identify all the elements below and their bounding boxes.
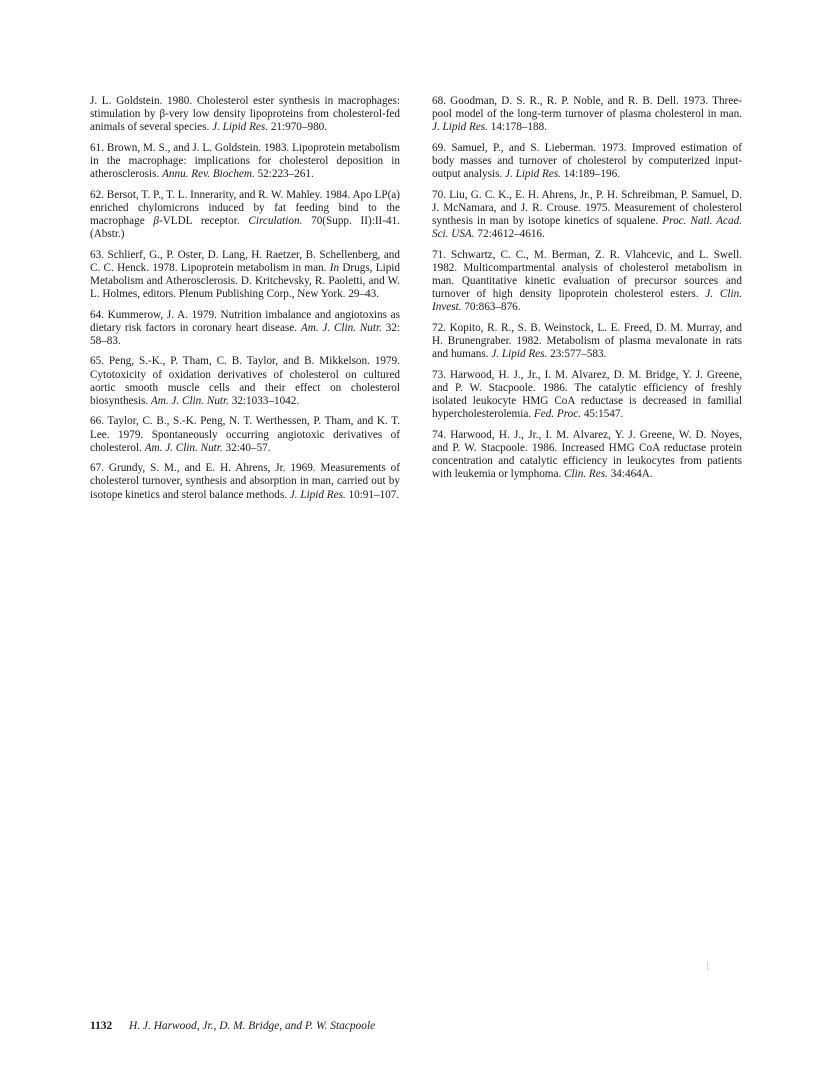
reference-entry [90, 309, 400, 349]
reference-text: 72. Kopito, R. R., S. B. Weinstock, L. E. Freed, D. M. Murray, and H. Brunengraber. 1982. Metabolism of plasma mevalonate in rats and humans. [432, 321, 742, 361]
journal-title: J. Clin. Invest. [432, 288, 742, 314]
reference-entry [432, 322, 742, 362]
reference-text: 14:178–188. [487, 121, 547, 134]
reference-entry [90, 249, 400, 302]
reference-entry [90, 189, 400, 242]
reference-text: 21:970–980. [268, 121, 328, 134]
journal-title: Am. J. Clin. Nutr. [150, 395, 229, 407]
journal-title: Circulation. [248, 215, 303, 227]
reference-text: 71. Schwartz, C. C., M. Berman, Z. R. Vlahcevic, and L. Swell. 1982. Multicompartmental analysis of cholesterol metabolism in man. Quantitative kinetic evaluation of precursor sources and turnover of high density lipoprotein cholesterol esters. [432, 248, 742, 301]
reference-entry [90, 95, 400, 135]
reference-entry [90, 415, 400, 455]
reference-text: 32:40–57. [222, 441, 271, 454]
journal-title: J. Lipid Res. [432, 121, 488, 134]
reference-entry [432, 369, 742, 422]
journal-title: J. Lipid Res. [505, 168, 561, 181]
reference-text: 45:1547. [581, 408, 624, 421]
reference-entry [90, 142, 400, 182]
page-footer [90, 1020, 375, 1032]
left-reference-column [90, 95, 400, 509]
reference-entry [432, 189, 742, 242]
reference-text: β [159, 108, 166, 121]
reference-text: 61. Brown, M. S., and J. L. Goldstein. 1983. Lipoprotein metabolism in the macrophage: implications for cholesterol deposition in atherosclerosis. [90, 141, 400, 181]
reference-text: 14:189–196. [560, 168, 621, 181]
reference-text: 70(Supp. II):II-41. (Abstr.) [90, 215, 400, 241]
journal-title: Annu. Rev. Biochem. [162, 168, 255, 181]
reference-entry [90, 355, 400, 408]
journal-title: Fed. Proc. [533, 408, 582, 421]
journal-title: J. Lipid Res. [491, 348, 548, 361]
scan-mark [707, 962, 708, 970]
journal-title: Am. J. Clin. Nutr. [144, 441, 223, 454]
reference-text: 32:1033–1042. [228, 395, 300, 407]
reference-text: 73. Harwood, H. J., Jr., I. M. Alvarez, D. M. Bridge, Y. J. Greene, and P. W. Stacpoole. 1986. The catalytic efficiency of freshly isolated leukocyte HMG CoA reductase is decreased in familial hypercholesterolemia. [432, 368, 742, 421]
reference-text: 68. Goodman, D. S. R., R. P. Noble, and R. B. Dell. 1973. Three-pool model of the long-term turnover of plasma cholesterol in man. [432, 95, 742, 121]
reference-text: 63. Schlierf, G., P. Oster, D. Lang, H. Raetzer, B. Schellenberg, and C. C. Henck. 1978. Lipoprotein metabolism in man. [90, 248, 400, 274]
reference-entry [432, 142, 742, 182]
reference-text: 70. Liu, G. C. K., E. H. Ahrens, Jr., P. H. Schreibman, P. Samuel, D. J. McNamara, and J. R. Crouse. 1975. Measurement of cholesterol synthesis in man by isotope kinetics of squalene. [432, 188, 742, 227]
reference-text: 67. Grundy, S. M., and E. H. Ahrens, Jr. 1969. Measurements of cholesterol turnover, synthesis and absorption in man, carried out by isotope kinetics and sterol balance methods. [90, 462, 400, 501]
reference-text: 32: 58–83. [90, 321, 401, 347]
journal-title: Clin. Res. [564, 468, 608, 481]
reference-entry [432, 429, 742, 482]
right-reference-column [432, 95, 742, 489]
journal-title: β [153, 215, 159, 227]
reference-text: Drugs, Lipid Metabolism and Atherosclerosis. D. Kritchevsky, R. Paoletti, and W. L. Holmes, editors. Plenum Publishing Corp., New York. 29–43. [90, 261, 400, 301]
reference-text: 69. Samuel, P., and S. Lieberman. 1973. Improved estimation of body masses and turnover of cholesterol by computerized input-output analysis. [432, 141, 742, 181]
journal-title: Am. J. Clin. Nutr. [300, 321, 382, 334]
reference-text: 62. Bersot, T. P., T. L. Innerarity, and R. W. Mahley. 1984. Apo LP(a) enriched chylomicrons induced by fat feeding bind to the macrophage [90, 188, 400, 227]
journal-title: In [329, 261, 340, 274]
reference-text: 52:223–261. [254, 168, 314, 181]
reference-text: 23:577–583. [547, 348, 607, 361]
reference-text: -very low density lipoproteins from cholesterol-fed animals of several species. [90, 108, 400, 134]
reference-text: 72:4612–4616. [474, 228, 545, 241]
journal-title: J. Lipid Res. [212, 121, 269, 134]
reference-text: 74. Harwood, H. J., Jr., I. M. Alvarez, Y. J. Greene, W. D. Noyes, and P. W. Stacpoole. 1986. Increased HMG CoA reductase protein concentration and catalytic efficiency in leukocytes from patients with leukemia or lymphoma. [432, 428, 742, 481]
reference-text: J. L. Goldstein. 1980. Cholesterol ester synthesis in macrophages: stimulation by [90, 95, 400, 121]
journal-title: J. Lipid Res. [289, 488, 346, 501]
reference-text: 65. Peng, S.-K., P. Tham, C. B. Taylor, and B. Mikkelson. 1979. Cytotoxicity of oxidation derivatives of cholesterol on cultured aortic smooth muscle cells and their effect on cholesterol biosynthesis. [90, 355, 400, 407]
reference-text: 10:91–107. [345, 488, 400, 501]
reference-text: 70:863–876. [461, 301, 521, 314]
reference-text: -VLDL receptor. [158, 215, 249, 227]
reference-text: 34:464A. [607, 468, 653, 481]
page-number: 1132 [90, 1020, 113, 1032]
reference-text: 66. Taylor, C. B., S.-K. Peng, N. T. Werthessen, P. Tham, and K. T. Lee. 1979. Spontaneously occurring angiotoxic derivatives of cholesterol. [90, 415, 400, 454]
running-authors: H. J. Harwood, Jr., D. M. Bridge, and P. W. Stacpoole [129, 1020, 376, 1032]
reference-text: 64. Kummerow, J. A. 1979. Nutrition imbalance and angiotoxins as dietary risk factors in coronary heart disease. [90, 308, 400, 334]
reference-entry [90, 462, 400, 502]
reference-entry [432, 249, 742, 315]
reference-entry [432, 95, 742, 135]
journal-title: Proc. Natl. Acad. Sci. USA. [432, 215, 743, 241]
